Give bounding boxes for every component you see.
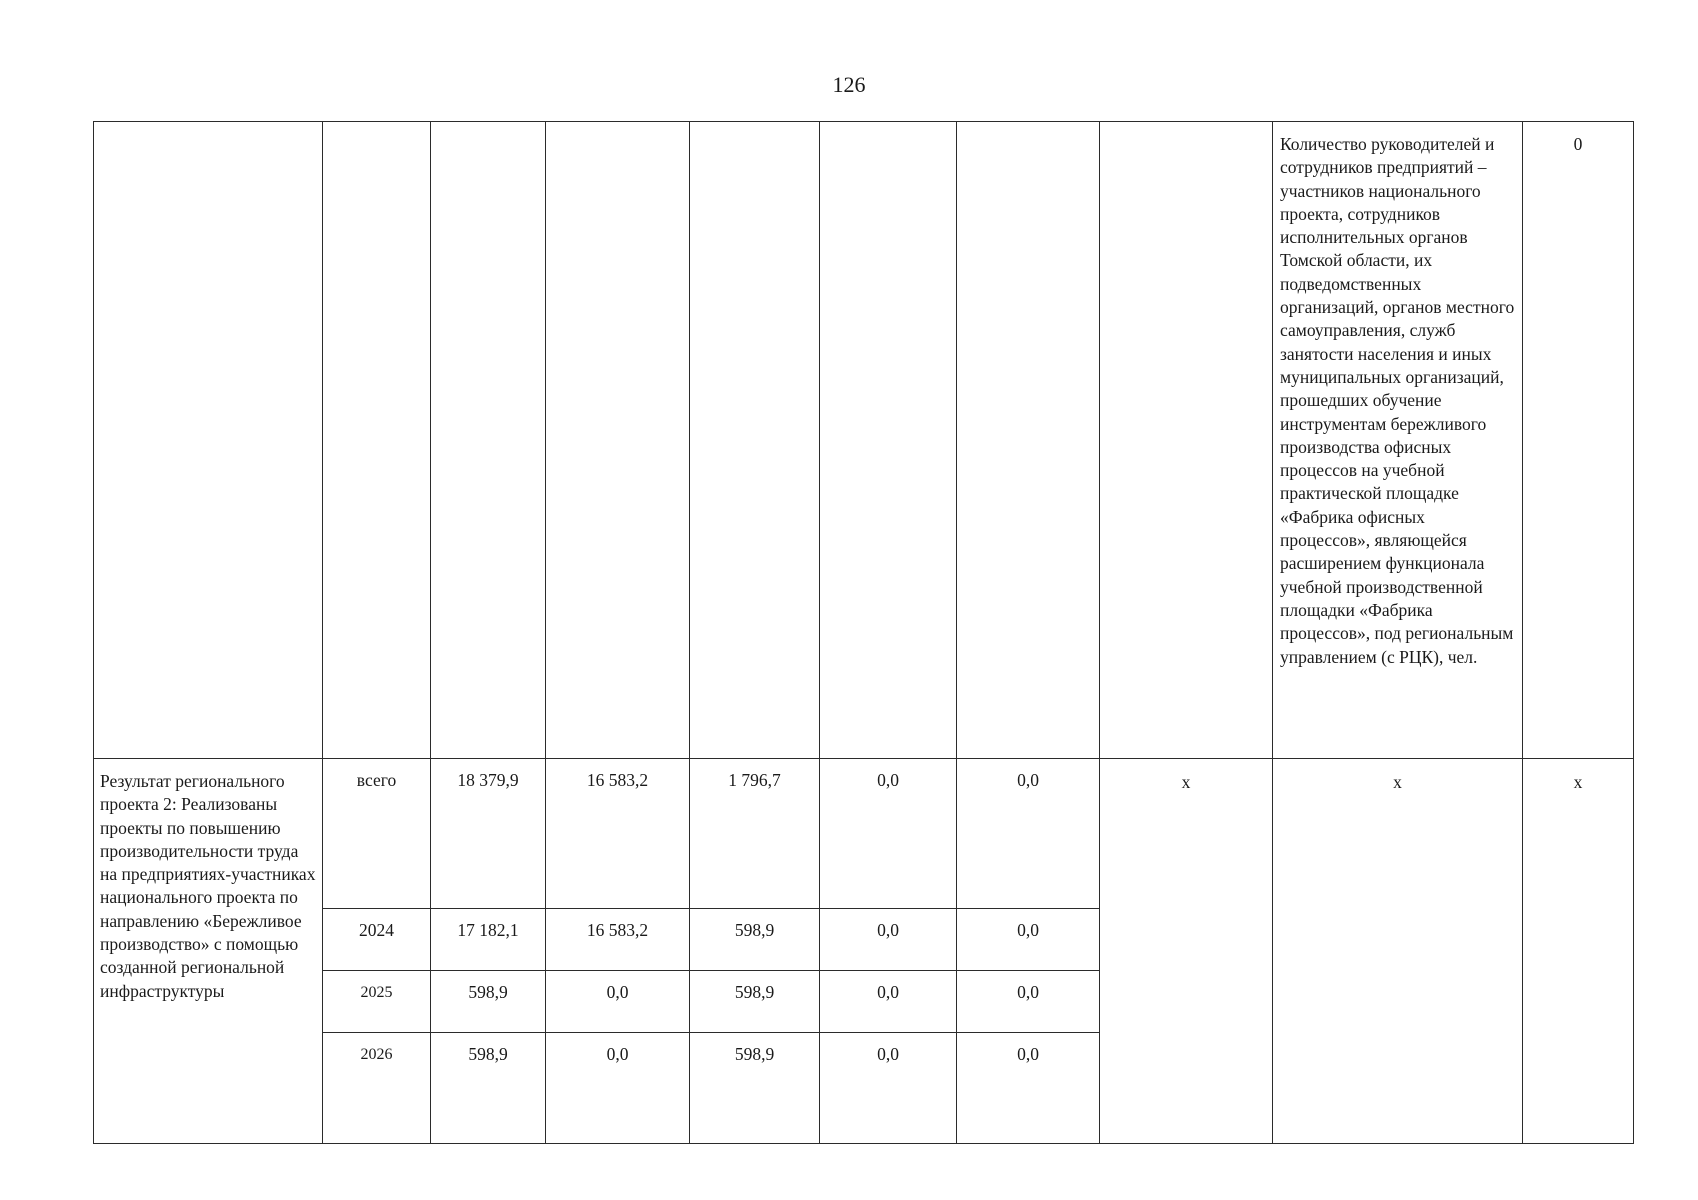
x-mark-cell: х — [1523, 759, 1634, 1144]
total-cell: 598,9 — [431, 1033, 546, 1144]
empty-cell — [957, 122, 1100, 759]
empty-cell — [690, 122, 820, 759]
amount-cell: 0,0 — [820, 971, 957, 1033]
amount-cell: 1 796,7 — [690, 759, 820, 909]
financing-table — [93, 121, 1634, 1144]
period-cell: всего — [323, 759, 431, 909]
amount-cell: 598,9 — [690, 971, 820, 1033]
total-cell: 598,9 — [431, 971, 546, 1033]
x-mark-cell: х — [1100, 759, 1273, 1144]
empty-cell — [431, 122, 546, 759]
x-mark-cell: х — [1273, 759, 1523, 1144]
result-title: Результат регионального проекта 2: Реализованы проекты по повышению производительности труда на предприятиях-участниках национального проекта по направлению «Бережливое производство» с помощью созданной региональной инфраструктуры — [94, 759, 323, 1144]
period-cell: 2026 — [323, 1033, 431, 1144]
period-cell: 2024 — [323, 909, 431, 971]
amount-cell: 0,0 — [957, 909, 1100, 971]
amount-cell: 598,9 — [690, 1033, 820, 1144]
indicator-row — [94, 122, 1634, 759]
amount-cell: 0,0 — [546, 971, 690, 1033]
result-row-total — [94, 759, 1634, 909]
empty-cell — [820, 122, 957, 759]
amount-cell: 0,0 — [957, 1033, 1100, 1144]
amount-cell: 0,0 — [957, 971, 1100, 1033]
page-number: 126 — [832, 72, 866, 97]
indicator-name: Количество руководителей и сотрудников предприятий – участников национального проекта, сотрудников исполнительных органов Томской области, их подведомственных организаций, органов местного самоуправления, служб занятости населения и иных муниципальных организаций, прошедших обучение инструментам бережливого производства офисных процессов на учебной практической площадке «Фабрика офисных процессов», являющейся расширением функционала учебной производственной площадки «Фабрика процессов», под региональным управлением (с РЦК), чел. — [1273, 122, 1523, 759]
empty-cell — [546, 122, 690, 759]
total-cell: 18 379,9 — [431, 759, 546, 909]
amount-cell: 16 583,2 — [546, 909, 690, 971]
amount-cell: 598,9 — [690, 909, 820, 971]
amount-cell: 0,0 — [820, 1033, 957, 1144]
empty-cell — [94, 122, 323, 759]
period-cell: 2025 — [323, 971, 431, 1033]
amount-cell: 0,0 — [546, 1033, 690, 1144]
empty-cell — [1100, 122, 1273, 759]
total-cell: 17 182,1 — [431, 909, 546, 971]
indicator-value: 0 — [1523, 122, 1634, 759]
amount-cell: 0,0 — [820, 759, 957, 909]
empty-cell — [323, 122, 431, 759]
amount-cell: 16 583,2 — [546, 759, 690, 909]
amount-cell: 0,0 — [957, 759, 1100, 909]
amount-cell: 0,0 — [820, 909, 957, 971]
